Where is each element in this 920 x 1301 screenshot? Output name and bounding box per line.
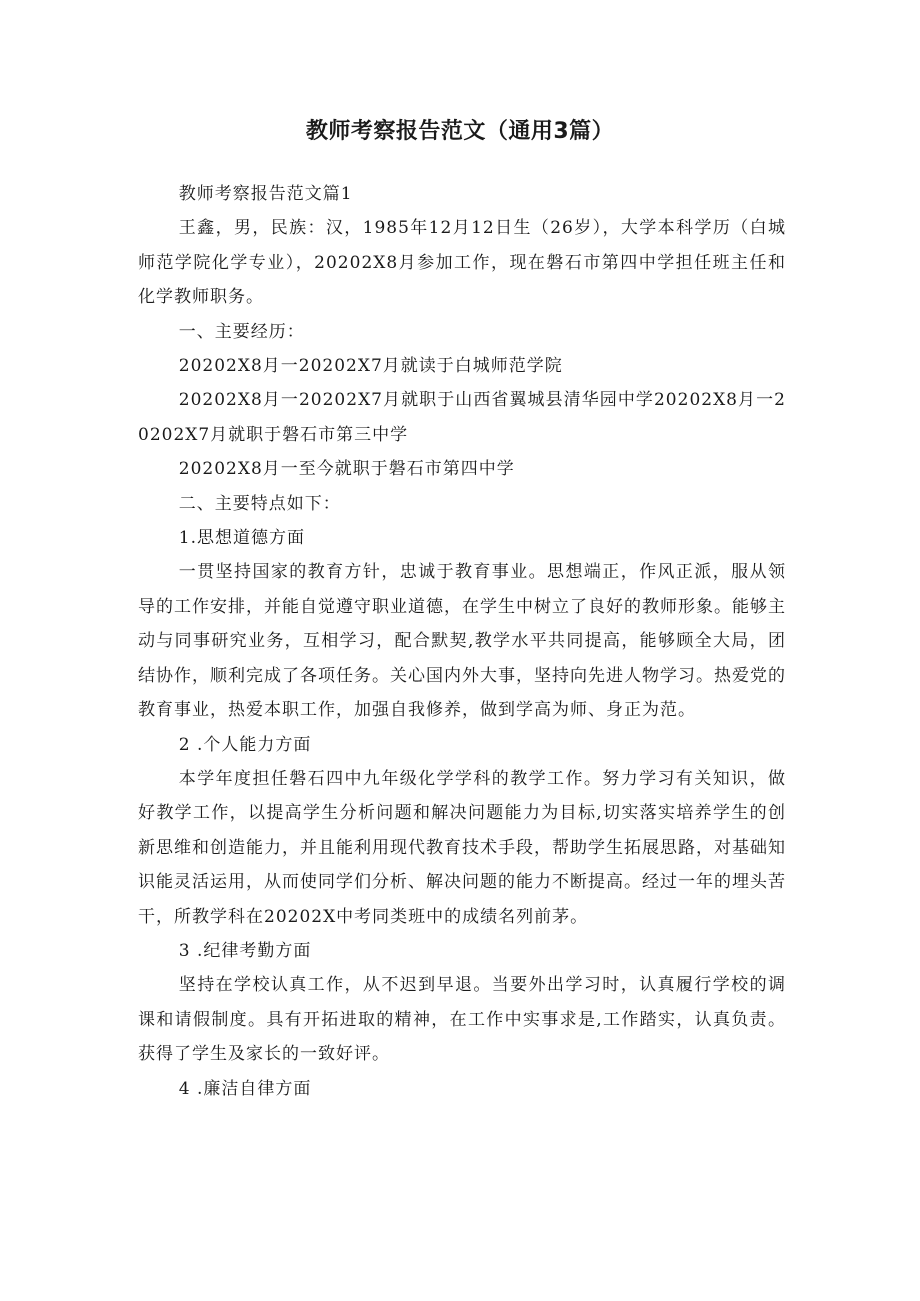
experience-item-3: 20202X8月一至今就职于磐石市第四中学	[178, 459, 515, 480]
experience-item-1: 20202X8月一20202X7月就读于白城师范学院	[178, 356, 563, 377]
paragraph-personal-info: 王鑫，男，民族：汉，1985年12月12日生（26岁），大学本科学历（白城师范学院化学专业），20202X8月参加工作，现在磐石市第四中学担任班主任和化学教师职务。	[138, 218, 786, 308]
experience-item-2: 20202X8月一20202X7月就职于山西省翼城县清华园中学20202X8月一20202X7月就职于磐石市第三中学	[138, 390, 786, 445]
section-heading-main-experience: 一、主要经历：	[178, 321, 305, 342]
document-title: 教师考察报告范文（通用3篇）	[305, 119, 615, 144]
paragraph-ability: 本学年度担任磐石四中九年级化学学科的教学工作。努力学习有关知识，做好教学工作，以提高学生分析问题和解决问题能力为目标,切实落实培养学生的创新思维和创造能力，并且能利用现代教育技术手段，帮助学生拓展思路，对基础知识能灵活运用，从而使同学们分析、解决问题的能力不断提高。经过一年的埋头苦干，所教学科在20202X中考同类班中的成绩名列前茅。	[138, 768, 786, 927]
subheading-discipline: 3 .纪律考勤方面	[178, 940, 312, 961]
paragraph-morality: 一贯坚持国家的教育方针，忠诚于教育事业。思想端正，作风正派，服从领导的工作安排，并能自觉遵守职业道德，在学生中树立了良好的教师形象。能够主动与同事研究业务，互相学习，配合默契,教学水平共同提高，能够顾全大局，团结协作，顺利完成了各项任务。关心国内外大事，坚持向先进人物学习。热爱党的教育事业，热爱本职工作，加强自我修养，做到学高为师、身正为范。	[138, 562, 786, 721]
subheading-morality: 1.思想道德方面	[178, 528, 306, 549]
subheading-ability: 2 .个人能力方面	[178, 734, 312, 755]
paragraph-discipline: 坚持在学校认真工作，从不迟到早退。当要外出学习时，认真履行学校的调课和请假制度。具有开拓进取的精神，在工作中实事求是,工作踏实，认真负责。获得了学生及家长的一致好评。	[138, 975, 786, 1065]
document-body	[138, 177, 786, 1106]
section-heading-main-features: 二、主要特点如下：	[178, 493, 341, 514]
section-heading-article-1: 教师考察报告范文篇1	[178, 184, 353, 204]
subheading-integrity: 4 .廉洁自律方面	[178, 1078, 312, 1099]
